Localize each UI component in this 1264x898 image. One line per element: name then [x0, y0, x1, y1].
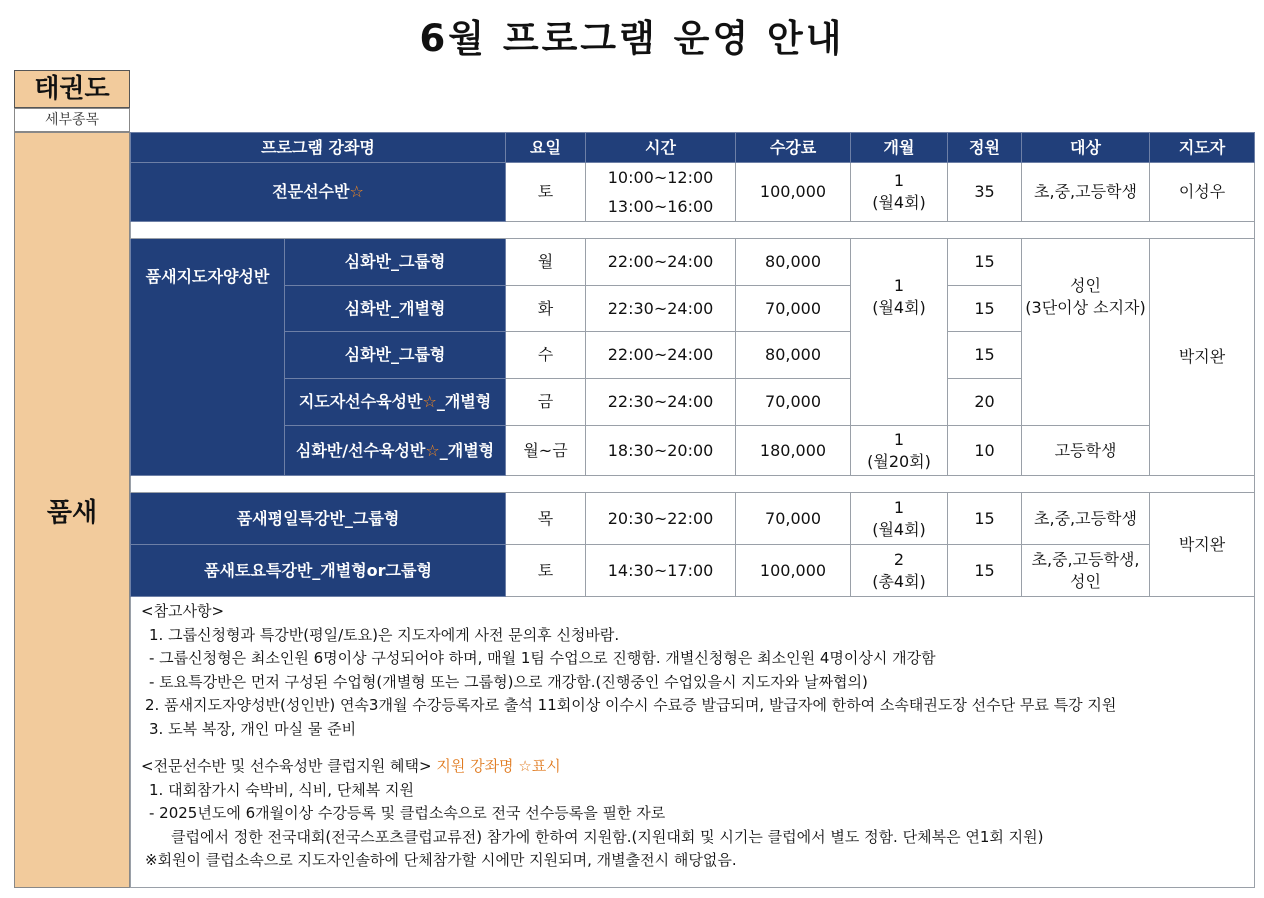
day-cell: 화	[506, 286, 586, 332]
program-name: 심화반_그룹형	[285, 239, 506, 286]
table-row	[131, 163, 1255, 222]
table-row	[131, 493, 1255, 545]
spacer-row	[131, 222, 1255, 239]
day-cell: 목	[506, 493, 586, 545]
instructor-cell: 박지완	[1150, 493, 1255, 597]
day-cell: 토	[506, 163, 586, 222]
time-cell: 22:30~24:00	[586, 286, 736, 332]
months-value: 1	[893, 497, 905, 517]
day-cell: 금	[506, 379, 586, 426]
header-months: 개월	[851, 133, 948, 163]
category-label	[14, 132, 130, 888]
capacity-cell: 15	[948, 545, 1022, 597]
benefit-line: - 2025년도에 6개월이상 수강등록 및 클럽소속으로 전국 선수등록을 필한 자로	[149, 804, 666, 822]
header-target: 대상	[1022, 133, 1150, 163]
program-name: 품새평일특강반_그룹형	[131, 493, 506, 545]
instructor-cell: 이성우	[1150, 163, 1255, 222]
months-value: 1	[893, 276, 905, 295]
target-line: 성인	[1070, 276, 1101, 295]
target-cell: 고등학생	[1022, 426, 1150, 476]
benefit-heading	[141, 755, 1244, 779]
header-row	[131, 133, 1255, 163]
time-line: 13:00~16:00	[607, 197, 714, 216]
months-value: 1	[893, 429, 905, 449]
program-name	[131, 163, 506, 222]
target-cell	[1022, 239, 1150, 426]
fee-cell: 100,000	[736, 545, 851, 597]
capacity-cell: 20	[948, 379, 1022, 426]
star-icon: ☆	[349, 182, 364, 201]
table-row	[131, 426, 1255, 476]
header-program: 프로그램 강좌명	[131, 133, 506, 163]
day-cell: 토	[506, 545, 586, 597]
months-value: 1	[893, 171, 905, 190]
fee-cell: 70,000	[736, 493, 851, 545]
header-day: 요일	[506, 133, 586, 163]
time-cell: 22:30~24:00	[586, 379, 736, 426]
months-cell	[851, 426, 948, 476]
header-fee: 수강료	[736, 133, 851, 163]
time-cell	[586, 163, 736, 222]
day-cell: 수	[506, 332, 586, 379]
time-line: 10:00~12:00	[607, 168, 714, 187]
benefit-line: 클럽에서 정한 전국대회(전국스포츠클럽교류전) 참가에 한하여 지원함.(지원대회 및 시기는 클럽에서 별도 정함. 단체복은 연1회 지원)	[171, 827, 1044, 846]
instructor-cell: 박지완	[1150, 239, 1255, 476]
note-line: - 토요특강반은 먼저 구성된 수업형(개별형 또는 그룹형)으로 개강함.(진행중인 수업있을시 지도자와 날짜협의)	[149, 672, 868, 691]
target-line: (3단이상 소지자)	[1025, 298, 1146, 317]
notes-row	[131, 597, 1255, 888]
program-name-text: 지도자선수육성반	[298, 392, 423, 411]
target-cell: 초,중,고등학생	[1022, 493, 1150, 545]
program-name-suffix: _개별형	[439, 440, 495, 460]
benefit-highlight: 지원 강좌명 ☆표시	[436, 757, 561, 775]
program-name: 심화반_개별형	[285, 286, 506, 332]
target-line: 초,중,고등학생,	[1031, 549, 1140, 569]
capacity-cell: 15	[948, 239, 1022, 286]
header-time: 시간	[586, 133, 736, 163]
months-cell	[851, 493, 948, 545]
sport-label: 태권도	[14, 70, 130, 108]
fee-cell: 80,000	[736, 239, 851, 286]
capacity-cell: 10	[948, 426, 1022, 476]
program-table	[130, 132, 1255, 888]
fee-cell: 100,000	[736, 163, 851, 222]
capacity-cell: 35	[948, 163, 1022, 222]
program-name: 심화반_그룹형	[285, 332, 506, 379]
months-value: 2	[893, 549, 905, 569]
page-title: 6월 프로그램 운영 안내	[419, 17, 845, 60]
program-name-text: 전문선수반	[272, 182, 350, 201]
time-cell: 14:30~17:00	[586, 545, 736, 597]
group-name: 품새지도자양성반	[131, 239, 285, 476]
header-instructor: 지도자	[1150, 133, 1255, 163]
note-line: 1. 그룹신청형과 특강반(평일/토요)은 지도자에게 사전 문의후 신청바람.	[149, 625, 620, 644]
fee-cell: 70,000	[736, 286, 851, 332]
note-line: 2. 품새지도자양성반(성인반) 연속3개월 수강등록자로 출석 11회이상 이수시 수료증 발급되며, 발급자에 한하여 소속태권도장 선수단 무료 특강 지원	[145, 696, 1117, 714]
target-cell: 초,중,고등학생	[1022, 163, 1150, 222]
time-cell: 22:00~24:00	[586, 332, 736, 379]
months-note: (월4회)	[872, 298, 926, 317]
capacity-cell: 15	[948, 493, 1022, 545]
fee-cell: 180,000	[736, 426, 851, 476]
day-cell: 월	[506, 239, 586, 286]
months-note: (월4회)	[872, 193, 926, 212]
months-note: (총4회)	[872, 571, 926, 591]
program-name-text: 심화반/선수육성반	[295, 440, 426, 460]
time-cell: 22:00~24:00	[586, 239, 736, 286]
benefit-line: ※회원이 클럽소속으로 지도자인솔하에 단체참가할 시에만 지원되며, 개별출전시 해당없음.	[145, 851, 737, 869]
time-cell: 18:30~20:00	[586, 426, 736, 476]
category-text: 품새	[46, 497, 98, 528]
months-note: (월4회)	[872, 519, 926, 539]
spacer-row	[131, 476, 1255, 493]
program-name	[285, 379, 506, 426]
program-name-suffix: _개별형	[436, 392, 492, 411]
program-name: 품새토요특강반_개별형or그룹형	[131, 545, 506, 597]
notes-section	[131, 597, 1255, 888]
capacity-cell: 15	[948, 332, 1022, 379]
months-cell	[851, 163, 948, 222]
capacity-cell: 15	[948, 286, 1022, 332]
note-line: - 그룹신청형은 최소인원 6명이상 구성되어야 하며, 매월 1팀 수업으로 진행함. 개별신청형은 최소인원 4명이상시 개강함	[149, 649, 936, 667]
notes-heading: <참고사항>	[141, 602, 225, 620]
header-capacity: 정원	[948, 133, 1022, 163]
note-line: 3. 도복 복장, 개인 마실 물 준비	[149, 719, 357, 738]
target-cell	[1022, 545, 1150, 597]
table-row	[131, 545, 1255, 597]
fee-cell: 80,000	[736, 332, 851, 379]
benefit-line: 1. 대회참가시 숙박비, 식비, 단체복 지원	[149, 780, 415, 799]
subcategory-label: 세부종목	[14, 108, 130, 132]
fee-cell: 70,000	[736, 379, 851, 426]
time-cell: 20:30~22:00	[586, 493, 736, 545]
target-line: 성인	[1070, 571, 1101, 591]
table-row	[131, 239, 1255, 286]
months-cell	[851, 239, 948, 426]
day-cell: 월~금	[506, 426, 586, 476]
months-cell	[851, 545, 948, 597]
benefit-heading-text: <전문선수반 및 선수육성반 클럽지원 혜택>	[141, 757, 432, 775]
program-name	[285, 426, 506, 476]
months-note: (월20회)	[867, 451, 931, 471]
star-icon: ☆	[422, 392, 437, 411]
star-icon: ☆	[425, 440, 440, 460]
